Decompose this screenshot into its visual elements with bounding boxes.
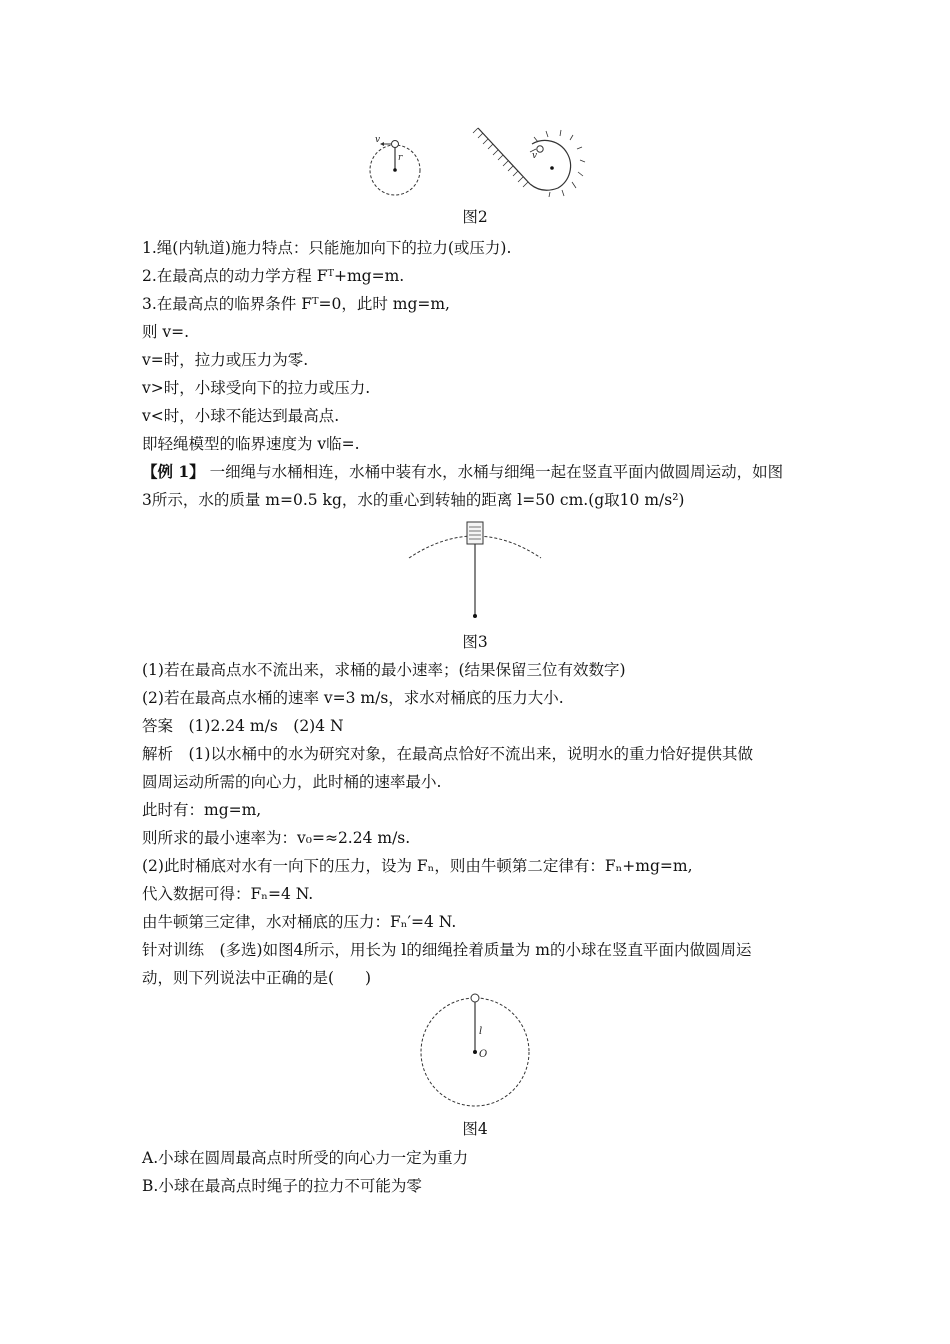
analysis-line-2: 圆周运动所需的向心力，此时桶的速率最小. <box>142 773 442 791</box>
analysis-line-6: 代入数据可得：Fₙ=4 N. <box>142 885 314 903</box>
analysis-line-1: 解析 (1)以水桶中的水为研究对象，在最高点恰好不流出来，说明水的重力恰好提供其做 <box>142 745 753 763</box>
case-less: v<时，小球不能达到最高点. <box>142 407 340 425</box>
point-2: 2.在最高点的动力学方程 Fᵀ+mg=m. <box>142 267 405 285</box>
example-tag: 【例 1】 <box>142 462 205 481</box>
critical-speed: 即轻绳模型的临界速度为 v临=. <box>142 435 360 453</box>
case-equal: v=时，拉力或压力为零. <box>142 351 309 369</box>
option-a: A.小球在圆周最高点时所受的向心力一定为重力 <box>142 1149 469 1167</box>
figure-4-circle-diagram <box>415 990 535 1110</box>
analysis-line-7: 由牛顿第三定律，水对桶底的压力：Fₙ′=4 N. <box>142 913 457 931</box>
question-2: (2)若在最高点水桶的速率 v=3 m/s，求水对桶底的压力大小. <box>142 689 564 707</box>
figure-2-label-r: r <box>398 153 403 163</box>
figure-2-track-diagram <box>472 122 587 197</box>
example-text-1: 一细绳与水桶相连，水桶中装有水，水桶与细绳一起在竖直平面内做圆周运动，如图 <box>209 463 784 481</box>
figure-2-caption: 图2 <box>462 208 488 226</box>
option-b: B.小球在最高点时绳子的拉力不可能为零 <box>142 1177 422 1195</box>
analysis-line-3: 此时有：mg=m, <box>142 801 262 819</box>
figure-4-caption: 图4 <box>462 1120 488 1138</box>
figure-2-label-v2: v <box>532 151 538 161</box>
analysis-line-4: 则所求的最小速率为：v₀=≈2.24 m/s. <box>142 829 411 847</box>
example-1-line-1 <box>142 461 783 483</box>
training-line-1: 针对训练 (多选)如图4所示，用长为 l的细绳拴着质量为 m的小球在竖直平面内做圆周运 <box>142 941 752 959</box>
figure-2-rope-diagram <box>360 128 430 198</box>
figure-4-label-l: l <box>479 1026 483 1037</box>
figure-3-caption: 图3 <box>462 633 488 651</box>
figure-4-label-o: O <box>479 1049 488 1060</box>
figure-3-bucket-diagram <box>405 518 545 623</box>
point-1: 1.绳(内轨道)施力特点：只能施加向下的拉力(或压力). <box>142 239 512 257</box>
analysis-line-5: (2)此时桶底对水有一向下的压力，设为 Fₙ，则由牛顿第二定律有：Fₙ+mg=m, <box>142 857 693 875</box>
example-1-line-2: 3所示，水的质量 m=0.5 kg，水的重心到转轴的距离 l=50 cm.(g取10 m/s²) <box>142 491 685 509</box>
figure-2-label-v: v <box>375 135 381 145</box>
point-3: 3.在最高点的临界条件 Fᵀ=0，此时 mg=m, <box>142 295 450 313</box>
answer: 答案 (1)2.24 m/s (2)4 N <box>142 717 344 735</box>
question-1: (1)若在最高点水不流出来，求桶的最小速率；(结果保留三位有效数字) <box>142 661 626 679</box>
velocity-result: 则 v=. <box>142 323 190 341</box>
training-line-2: 动，则下列说法中正确的是( ) <box>142 969 372 987</box>
case-greater: v>时，小球受向下的拉力或压力. <box>142 379 371 397</box>
